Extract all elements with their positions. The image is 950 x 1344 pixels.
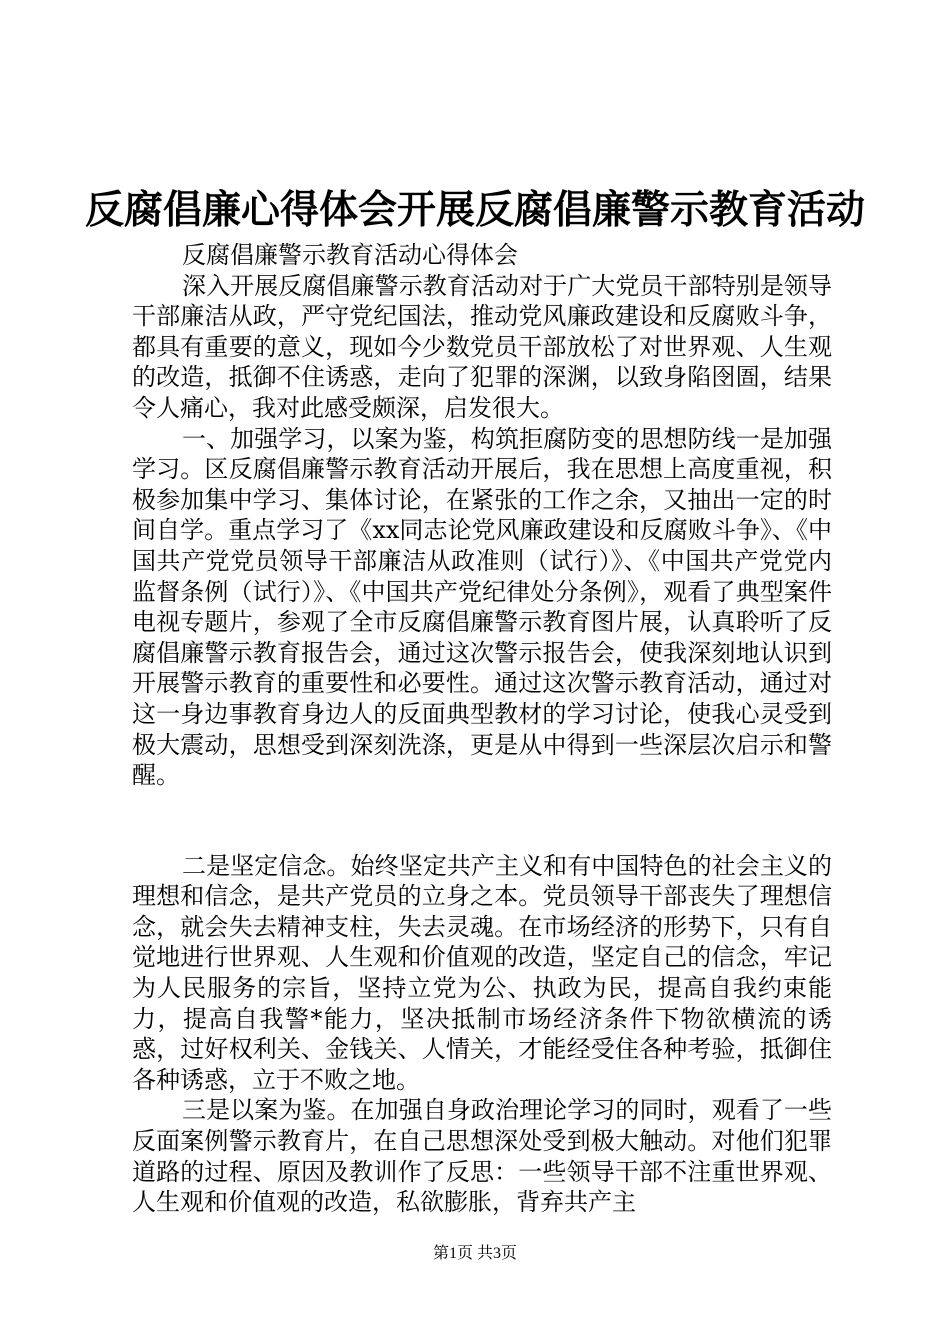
document-title: 反腐倡廉心得体会开展反腐倡廉警示教育活动 bbox=[84, 187, 865, 233]
paragraph-gap bbox=[132, 791, 832, 851]
paragraph-intro: 深入开展反腐倡廉警示教育活动对于广大党员干部特别是领导干部廉洁从政，严守党纪国法，推动党风廉政建设和反腐败斗争，都具有重要的意义，现如今少数党员干部放松了对世界观、人生观的改造，抵御不住诱惑，走向了犯罪的深渊，以致身陷囹圄，结果令人痛心，我对此感受颇深，启发很大。 bbox=[132, 271, 832, 422]
page-footer: 第1页 共3页 bbox=[432, 1245, 517, 1262]
document-body bbox=[132, 240, 832, 1218]
document-subtitle: 反腐倡廉警示教育活动心得体会 bbox=[182, 241, 518, 269]
paragraph-learn-from-cases: 三是以案为鉴。在加强自身政治理论学习的同时，观看了一些反面案例警示教育片，在自己思想深处受到极大触动。对他们犯罪道路的过程、原因及教训作了反思：一些领导干部不注重世界观、人生观和价值观的改造，私欲膨胀，背弃共产主 bbox=[132, 1096, 832, 1217]
paragraph-firm-belief: 二是坚定信念。始终坚定共产主义和有中国特色的社会主义的理想和信念，是共产党员的立身之本。党员领导干部丧失了理想信念，就会失去精神支柱，失去灵魂。在市场经济的形势下，只有自觉地进行世界观、人生观和价值观的改造，坚定自己的信念，牢记为人民服务的宗旨，坚持立党为公、执政为民，提高自我约束能力，提高自我警*能力，坚决抵制市场经济条件下物欲横流的诱惑，过好权利关、金钱关、人情关，才能经受住各种考验，抵御住各种诱惑，立于不败之地。 bbox=[132, 851, 832, 1094]
paragraph-section-one: 一、加强学习，以案为鉴，构筑拒腐防变的思想防线一是加强学习。区反腐倡廉警示教育活动开展后，我在思想上高度重视，积极参加集中学习、集体讨论，在紧张的工作之余，又抽出一定的时间自学。重点学习了《xx同志论党风廉政建设和反腐败斗争》、《中国共产党党员领导干部廉洁从政准则（试行）》、《中国共产党党内监督条例（试行）》、《中国共产党纪律处分条例》，观看了典型案件电视专题片，参观了全市反腐倡廉警示教育图片展，认真聆听了反腐倡廉警示教育报告会，通过这次警示报告会，使我深刻地认识到开展警示教育的重要性和必要性。通过这次警示教育活动，通过对这一身边事教育身边人的反面典型教材的学习讨论，使我心灵受到极大震动，思想受到深刻洗涤，更是从中得到一些深层次启示和警醒。 bbox=[132, 424, 832, 790]
